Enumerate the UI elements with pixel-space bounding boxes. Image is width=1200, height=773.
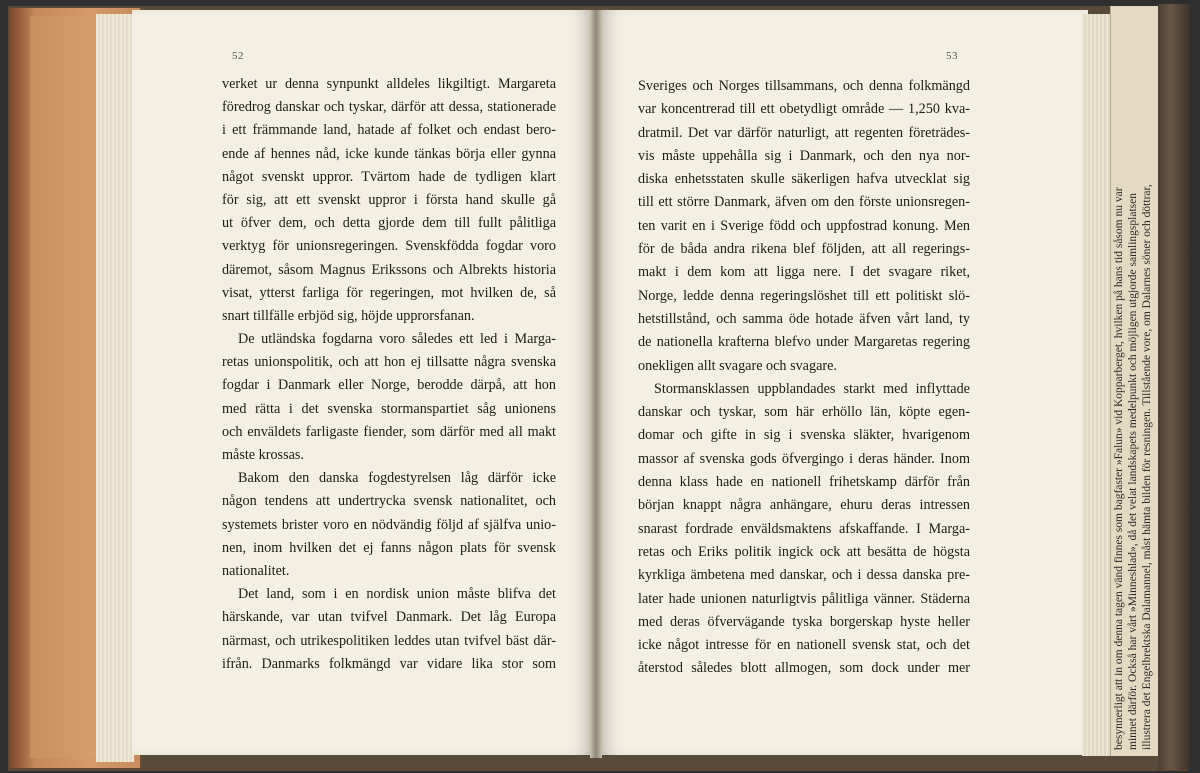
text-line: Stormansklassen uppblandades starkt med inflyttade xyxy=(654,380,970,397)
right-page-edges xyxy=(1082,14,1112,756)
text-line: snart tillfälle erbjöd sig, höjde upprorsfanan. xyxy=(222,307,475,324)
right-cover xyxy=(1158,4,1190,770)
text-line: diska enhetsstaten skulle säkerligen hafva utvecklat sig xyxy=(638,171,970,188)
page-number-right: 53 xyxy=(946,50,958,62)
text-line: dratmil. Det var därför naturligt, att regenten företrädes- xyxy=(638,124,970,141)
insert-line: besynnerligt att in om denna tagen vänd finnes som bagfaster »Falun» vid Kopparberget, hvilken på hans tid såsom nu var xyxy=(1113,187,1125,750)
insert-line: minnet därför. Också har vårt »Minneshlad», då det velat landskapets medelpunkt och möjligen utgjorde samlingsplatsen xyxy=(1127,193,1139,750)
text-line: återstod således blott allmogen, som dock under mer xyxy=(638,660,970,677)
text-line: början knappt några anhängare, ehuru deras intressen xyxy=(638,497,970,514)
text-line: och enväldets farligaste fiender, som därför med all makt xyxy=(222,423,556,440)
text-line: däremot, såsom Magnus Erikssons och Albrekts historia xyxy=(222,261,556,278)
text-line: ende af hennes nåd, icke kunde tänkas börja eller gynna xyxy=(222,145,556,162)
text-line: ut öfver dem, och detta gjorde dem till fullt pålitliga xyxy=(222,215,556,232)
insert-text xyxy=(1112,60,1156,750)
text-line: kyrkliga ämbetena med danskar, och i dessa danska pre- xyxy=(638,567,970,584)
right-page-text xyxy=(638,75,970,681)
text-line: hetstillstånd, och samma öde hotade äfven vårt land, ty xyxy=(638,310,970,327)
text-line: Norge, ledde denna regeringslöshet till ett politiskt slö- xyxy=(638,287,970,304)
text-line: retas unionspolitik, och att hon ej tillsatte några svenska xyxy=(222,354,556,371)
text-line: måste krossas. xyxy=(222,447,304,463)
text-line: later hade unionen naturligtvis pålitliga vänner. Städerna xyxy=(638,590,970,607)
text-line: i ett främmande land, hatade af folket och endast bero- xyxy=(222,122,556,139)
insert-line: illustrera det Engelbrektska Dalamannel, måst hämta bilden för resningen. Tillstående vore, om Dalarnes söner och döttrar, xyxy=(1141,184,1153,750)
text-line: onekligen allt svagare och svagare. xyxy=(638,357,837,374)
text-line: snarast fordrade enväldsmaktens afskaffande. I Marga- xyxy=(638,520,970,537)
text-line: verket ur denna synpunkt alldeles likgiltigt. Margareta xyxy=(222,76,556,92)
text-line: retas och Eriks politik ingick ock att besätta de högsta xyxy=(638,543,970,560)
text-line: närmast, och utrikespolitiken leddes utan tvifvel bäst där- xyxy=(222,632,556,649)
text-line: nen, inom hvilken det ej fanns någon plats för svensk xyxy=(222,539,556,556)
text-line: visat, ytterst farliga för regeringen, mot hvilken de, så xyxy=(222,284,556,301)
text-line: för de båda andra rikena blef följden, att all regerings- xyxy=(638,241,970,258)
text-line: för sig, att ett svenskt uppror i första hand skulle gå xyxy=(222,191,556,208)
text-line: Det land, som i en nordisk union måste blifva det xyxy=(238,586,556,603)
text-line: denna klass hade en nationell frihetskamp därför från xyxy=(638,474,970,491)
text-line: fogdar i Danmark eller Norge, berodde därpå, att hon xyxy=(222,377,556,394)
text-line: makt i dem kom att ligga nere. I det svagare riket, xyxy=(638,264,970,281)
text-line: med deras öfvervägande tyska borgerskap hyste heller xyxy=(638,613,970,630)
text-line: föredrog danskar och tyskar, därför att dessa, stationerade xyxy=(222,99,556,116)
text-line: Sveriges och Norges tillsammans, och denna folkmängd xyxy=(638,78,970,94)
text-line: De utländska fogdarna voro således ett led i Marga- xyxy=(238,331,556,348)
text-line: icke något intresse för en nationell svensk stat, och det xyxy=(638,637,970,654)
text-line: massor af svenska gods öfvergingo i deras händer. Inom xyxy=(638,450,970,467)
text-line: domar och gifte in sig i svenska släkter, hvarigenom xyxy=(638,427,970,444)
text-line: Bakom den danska fogdestyrelsen låg därför icke xyxy=(238,470,556,487)
text-line: vis måste uppehålla sig i Danmark, och den nya nor- xyxy=(638,147,970,164)
text-line: ten varit en i Sverige född och uppfostrad konung. Men xyxy=(638,217,970,234)
text-line: någon tendens att undertrycka svensk nationalitet, och xyxy=(222,493,556,510)
book-gutter xyxy=(590,10,602,758)
text-line: med rätta i det svenska stormanspartiet såg unionens xyxy=(222,400,556,417)
text-line: något svenskt uppror. Tvärtom hade de tydligen klart xyxy=(222,168,556,185)
text-line: till ett större Danmark, äfven om den förste unionsregen- xyxy=(638,194,970,211)
text-line: härskande, var utan tvifvel Danmark. Det låg Europa xyxy=(222,609,556,626)
text-line: verktyg för unionsregeringen. Svenskfödda fogdar voro xyxy=(222,238,556,255)
text-line: ifrån. Danmarks folkmängd var vidare lika stor som xyxy=(222,655,556,672)
left-page-edges xyxy=(96,14,134,762)
text-line: de nationella krafterna blefvo under Margaretas regering xyxy=(638,334,970,351)
text-line: nationalitet. xyxy=(222,562,290,579)
text-line: var koncentrerad till ett obetydligt område — 1,250 kva- xyxy=(638,101,970,118)
text-line: systemets brister voro en nödvändig följd af själfva unio- xyxy=(222,516,556,533)
page-number-left: 52 xyxy=(232,50,244,62)
text-line: danskar och tyskar, som här erhöllo län, köpte egen- xyxy=(638,404,970,421)
left-page-text xyxy=(222,73,556,676)
